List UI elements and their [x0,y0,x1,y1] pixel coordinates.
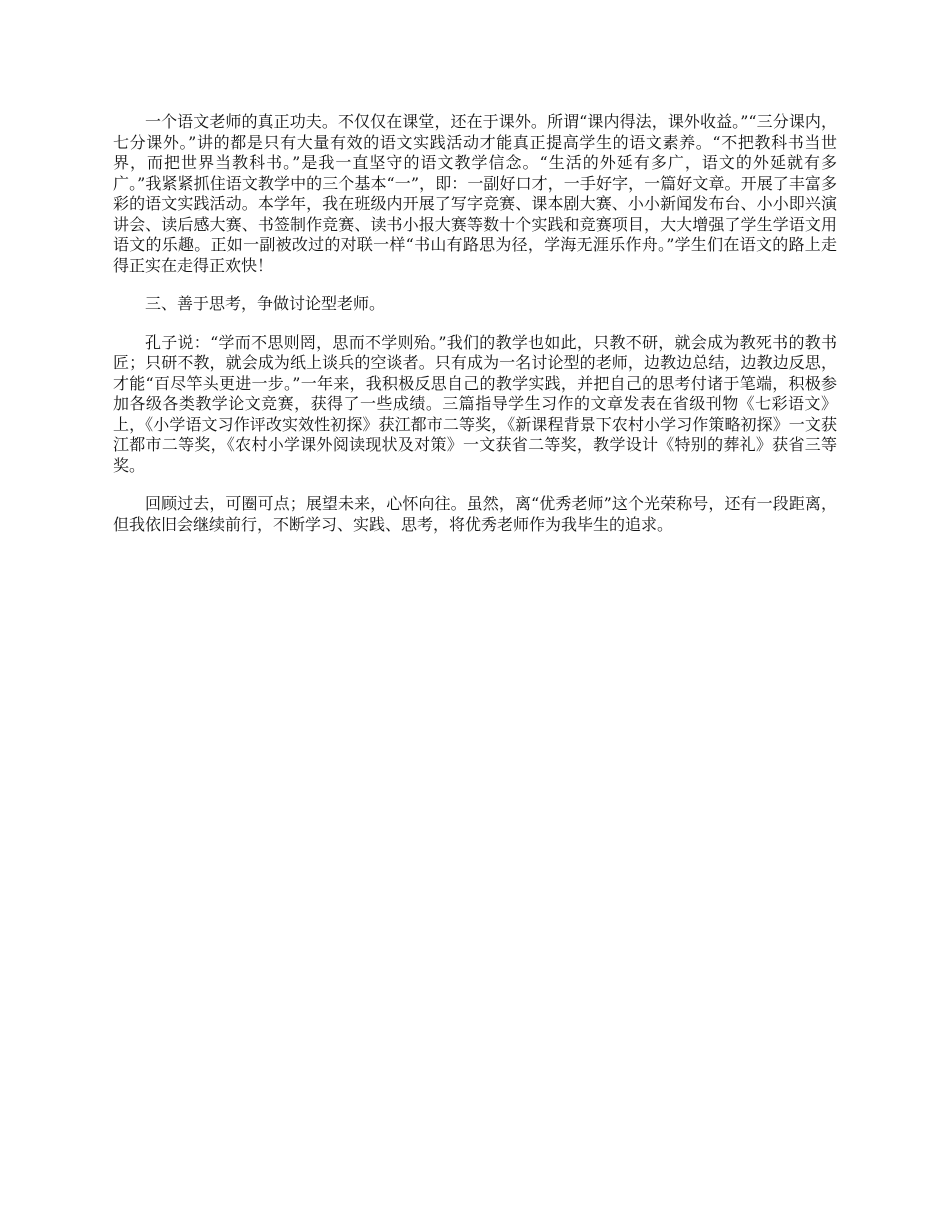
document-body [113,112,837,553]
paragraph-practice-activities: 一个语文老师的真正功夫。不仅仅在课堂，还在于课外。所谓“课内得法，课外收益。”“三分课内，七分课外。”讲的都是只有大量有效的语文实践活动才能真正提高学生的语文素养。“不把教科书当世界，而把世界当教科书。”是我一直坚守的语文教学信念。“生活的外延有多广，语文的外延就有多广。”我紧紧抓住语文教学中的三个基本“一”，即：一副好口才，一手好字，一篇好文章。开展了丰富多彩的语文实践活动。本学年，我在班级内开展了写字竞赛、课本剧大赛、小小新闻发布台、小小即兴演讲会、读后感大赛、书签制作竞赛、读书小报大赛等数十个实践和竞赛项目，大大增强了学生学语文用语文的乐趣。正如一副被改过的对联一样“书山有路思为径，学海无涯乐作舟。”学生们在语文的路上走得正实在走得正欢快！ [113,112,837,275]
section-heading-thinking: 三、善于思考，争做讨论型老师。 [145,294,386,313]
paragraph-reflection-research: 孔子说：“学而不思则罔，思而不学则殆。”我们的教学也如此，只教不研，就会成为教死书的教书匠；只研不教，就会成为纸上谈兵的空谈者。只有成为一名讨论型的老师，边教边总结，边教边反思，才能“百尽竿头更进一步。”一年来，我积极反思自己的教学实践，并把自己的思考付诸于笔端，积极参加各级各类教学论文竞赛，获得了一些成绩。三篇指导学生习作的文章发表在省级刊物《七彩语文》上，《小学语文习作评改实效性初探》获江都市二等奖，《新课程背景下农村小学习作策略初探》一文获江都市二等奖，《农村小学课外阅读现状及对策》一文获省二等奖，教学设计《特别的葬礼》获省三等奖。 [113,332,837,475]
paragraph-conclusion: 回顾过去，可圈可点；展望未来，心怀向往。虽然，离“优秀老师”这个光荣称号，还有一段距离，但我依旧会继续前行，不断学习、实践、思考，将优秀老师作为我毕生的追求。 [113,494,837,534]
